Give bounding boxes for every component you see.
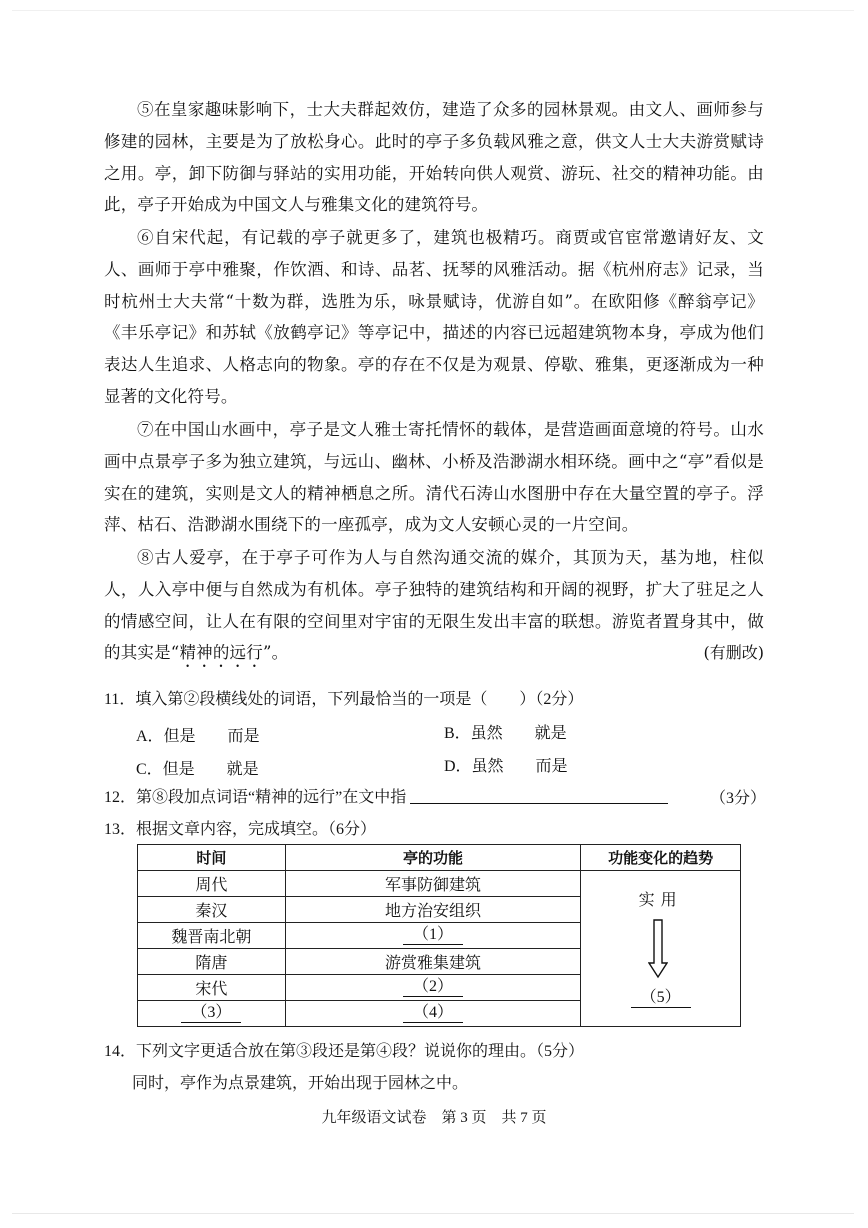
cell-function: 游赏雅集建筑 — [285, 949, 580, 975]
answer-blank-line — [410, 785, 668, 804]
paragraph-6: ⑥自宋代起，有记载的亭子就更多了，建筑也极精巧。商贾或官宦常邀请好友、文人、画师于亭中雅聚，作饮酒、和诗、品茗、抚琴的风雅活动。据《杭州府志》记录，当时杭州士大夫常“十数为群，选胜为乐，咏景赋诗，优游自如”。在欧阳修《醉翁亭记》《丰乐亭记》和苏轼《放鹤亭记》等亭记中，描述的内容已远超建筑物本身，亭成为他们表达人生追求、人格志向的物象。亭的存在不仅是为观景、停歇、雅集，更逐渐成为一种显著的文化符号。 — [104, 228, 764, 406]
cell-function-blank[interactable] — [285, 975, 580, 1001]
dotted-phrase: 精神的远行 — [179, 643, 263, 663]
header-time: 时间 — [138, 845, 286, 871]
option-c: C．但是 就是 — [136, 761, 259, 778]
header-trend: 功能变化的趋势 — [581, 845, 741, 871]
page-footer: 九年级语文试卷 第 3 页 共 7 页 — [321, 1110, 547, 1126]
cell-function-blank[interactable] — [285, 1001, 580, 1027]
function-table — [137, 844, 741, 1027]
cell-time-blank[interactable] — [138, 1001, 286, 1027]
blank-4[interactable]: （4） — [403, 1004, 463, 1023]
paragraph-8-text: ⑧古人爱亭，在于亭子可作为人与自然沟通交流的媒介，其顶为天，基为地，柱似人，人入亭中便与自然成为有机体。亭子独特的建筑结构和开阔的视野，扩大了驻足之人的情感空间，让人在有限的空间里对宇宙的无限生发出丰富的联想。游览者置身其中，做的其实是“ — [104, 548, 764, 663]
cell-time: 隋唐 — [138, 949, 286, 975]
question-12 — [104, 785, 672, 810]
source-note: (有删改) — [703, 643, 764, 662]
cell-function-blank[interactable] — [285, 923, 580, 949]
paragraph-5: ⑤在皇家趣味影响下，士大夫群起效仿，建造了众多的园林景观。由文人、画师参与修建的园林，主要是为了放松身心。此时的亭子多负载风雅之意，供文人士大夫游赏赋诗之用。亭，卸下防御与驿站的实用功能，开始转向供人观赏、游玩、社交的精神功能。由此，亭子开始成为中国文人与雅集文化的建筑符号。 — [104, 100, 764, 215]
header-function: 亭的功能 — [285, 845, 580, 871]
blank-1[interactable]: （1） — [403, 926, 463, 945]
trend-cell — [581, 871, 741, 1027]
paragraph-7: ⑦在中国山水画中，亭子是文人雅士寄托情怀的载体，是营造画面意境的符号。山水画中点景亭子多为独立建筑，与远山、幽林、小桥及浩渺湖水相环绕。画中之“亭”看似是实在的建筑，实则是文人的精神栖息之所。清代石涛山水图册中存在大量空置的亭子。浮萍、枯石、浩渺湖水围绕下的一座孤亭，成为文人安顿心灵的一片空间。 — [104, 420, 764, 535]
cell-time: 魏晋南北朝 — [138, 923, 286, 949]
question-12-stem: 12．第⑧段加点词语“精神的远行”在文中指 — [104, 789, 407, 806]
cell-time: 周代 — [138, 871, 286, 897]
paragraph-8 — [104, 542, 764, 671]
blank-3[interactable]: （3） — [181, 1004, 241, 1023]
option-d: D．虽然 而是 — [444, 758, 568, 775]
question-12-score: （3分） — [710, 790, 767, 807]
down-arrow-icon — [648, 919, 668, 979]
trend-start-label: 实用 — [638, 892, 683, 909]
cell-function: 地方治安组织 — [285, 897, 580, 923]
cell-time: 宋代 — [138, 975, 286, 1001]
table-row — [138, 871, 741, 897]
blank-2[interactable]: （2） — [403, 978, 463, 997]
trend-end-blank[interactable] — [581, 989, 740, 1008]
paragraph-8-end: ”。 — [262, 643, 289, 663]
question-11-stem: 11．填入第②段横线处的词语，下列最恰当的一项是（ ）（2分） — [104, 691, 584, 708]
cell-function: 军事防御建筑 — [285, 871, 580, 897]
table-header-row — [138, 845, 741, 871]
blank-5[interactable]: （5） — [631, 989, 691, 1008]
question-13-stem: 13．根据文章内容，完成填空。（6分） — [104, 821, 377, 838]
option-a: A．但是 而是 — [136, 728, 260, 745]
option-b: B．虽然 就是 — [444, 725, 567, 742]
question-14-text: 同时，亭作为点景建筑，开始出现于园林之中。 — [132, 1075, 469, 1092]
cell-time: 秦汉 — [138, 897, 286, 923]
question-14-stem: 14．下列文字更适合放在第③段还是第④段？说说你的理由。（5分） — [104, 1043, 585, 1060]
